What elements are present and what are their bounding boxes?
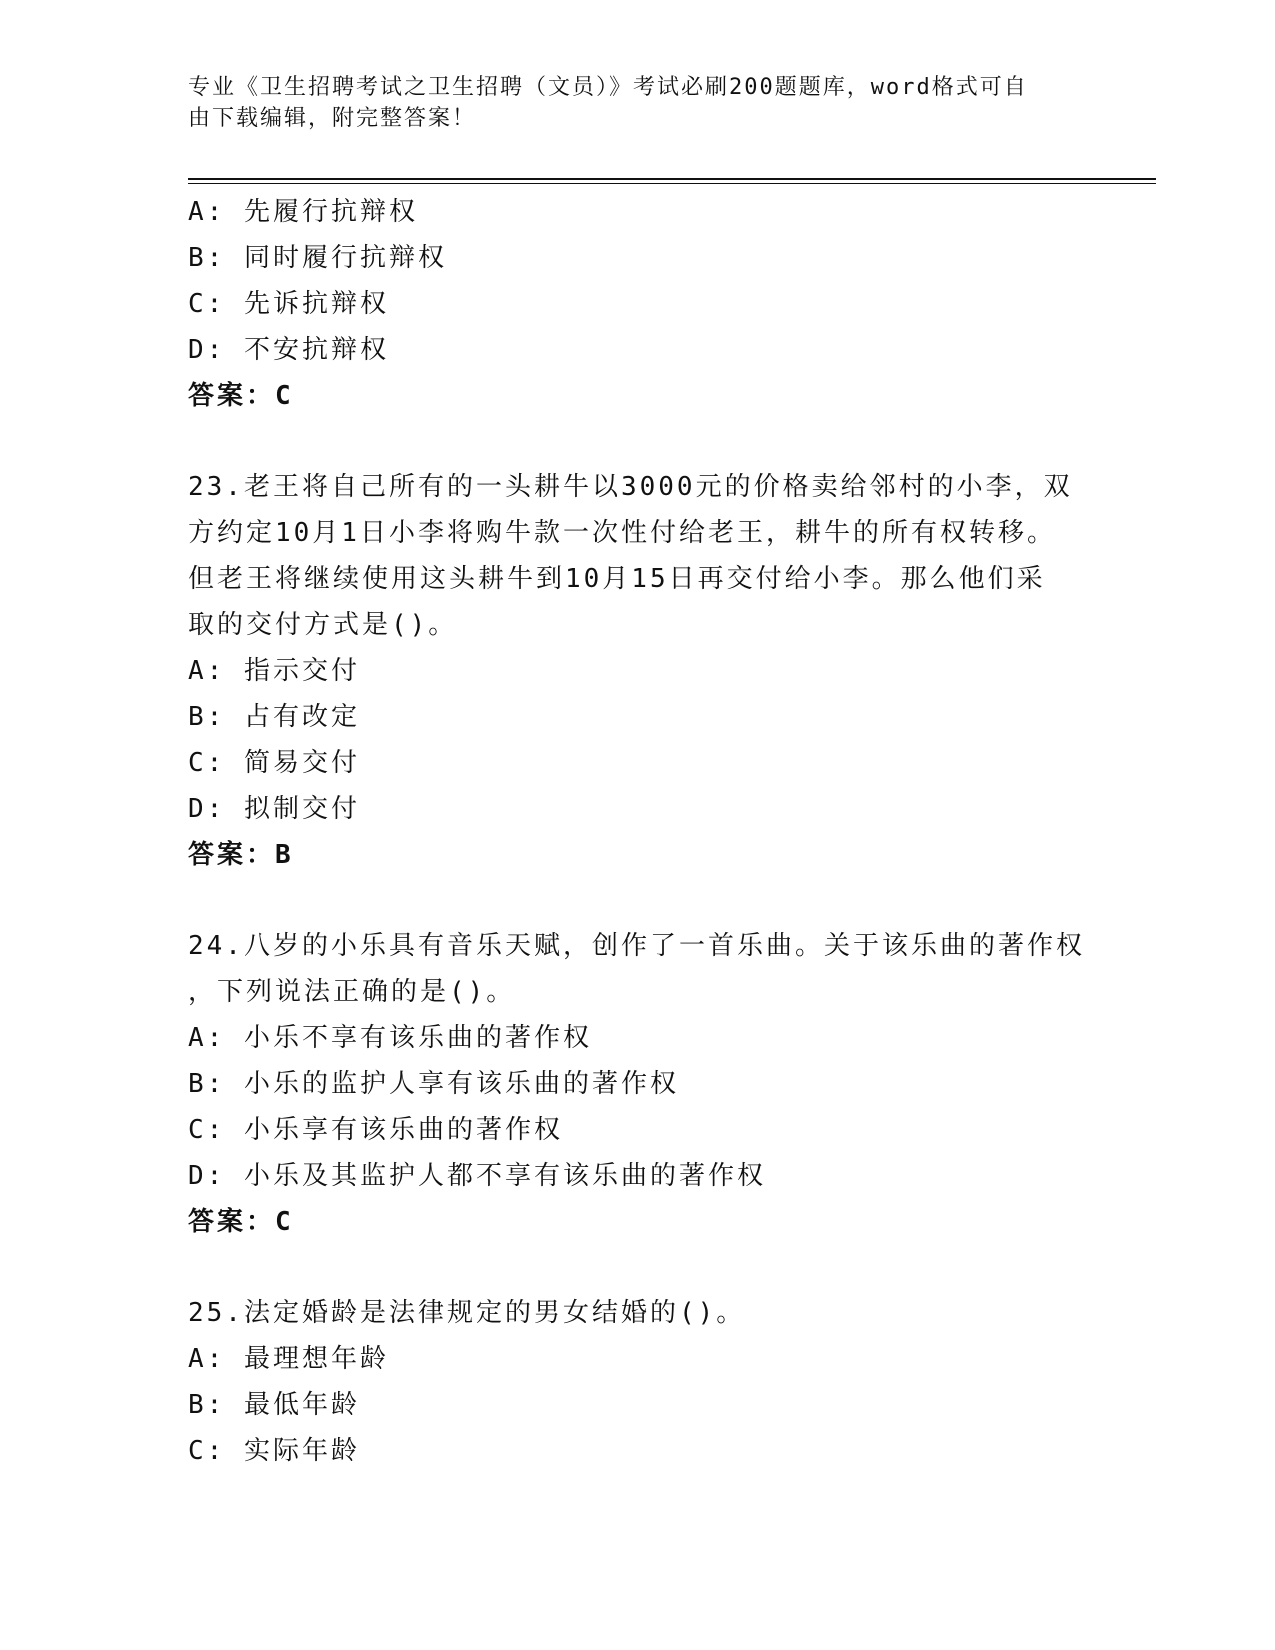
option-c: C: 小乐享有该乐曲的著作权	[188, 1115, 563, 1145]
option-a: A: 最理想年龄	[188, 1344, 389, 1374]
question-stem: 23.老王将自己所有的一头耕牛以3000元的价格卖给邻村的小李，双	[188, 472, 1073, 502]
answer: 答案：C	[188, 1207, 294, 1237]
question-stem: 方约定10月1日小李将购牛款一次性付给老王，耕牛的所有权转移。	[188, 518, 1056, 548]
option-d: D: 拟制交付	[188, 794, 360, 824]
option-c: C: 先诉抗辩权	[188, 289, 389, 319]
header-divider	[188, 178, 1156, 180]
header-line: 由下载编辑，附完整答案！	[188, 106, 477, 131]
option-d: D: 小乐及其监护人都不享有该乐曲的著作权	[188, 1161, 766, 1191]
header-line: 专业《卫生招聘考试之卫生招聘（文员）》考试必刷200题题库，word格式可自	[188, 75, 1028, 100]
question-25	[188, 1290, 1088, 1474]
question-stem: 取的交付方式是()。	[188, 610, 458, 640]
option-b: B: 同时履行抗辩权	[188, 243, 447, 273]
question-stem: 24.八岁的小乐具有音乐天赋，创作了一首乐曲。关于该乐曲的著作权	[188, 931, 1085, 961]
question-list	[188, 189, 1088, 1474]
question-22-tail	[188, 189, 1088, 419]
option-b: B: 小乐的监护人享有该乐曲的著作权	[188, 1069, 679, 1099]
option-a: A: 小乐不享有该乐曲的著作权	[188, 1023, 592, 1053]
option-a: A: 先履行抗辩权	[188, 197, 418, 227]
option-d: D: 不安抗辩权	[188, 335, 389, 365]
question-24	[188, 923, 1088, 1245]
question-stem: ，下列说法正确的是()。	[188, 977, 516, 1007]
option-b: B: 最低年龄	[188, 1390, 360, 1420]
question-stem: 但老王将继续使用这头耕牛到10月15日再交付给小李。那么他们采	[188, 564, 1046, 594]
answer: 答案：B	[188, 840, 294, 870]
option-c: C: 实际年龄	[188, 1436, 360, 1466]
question-stem: 25.法定婚龄是法律规定的男女结婚的()。	[188, 1298, 746, 1328]
question-23	[188, 464, 1088, 878]
option-b: B: 占有改定	[188, 702, 360, 732]
option-c: C: 简易交付	[188, 748, 360, 778]
option-a: A: 指示交付	[188, 656, 360, 686]
document-header	[188, 72, 1088, 134]
header-divider	[188, 183, 1156, 184]
answer: 答案：C	[188, 381, 294, 411]
